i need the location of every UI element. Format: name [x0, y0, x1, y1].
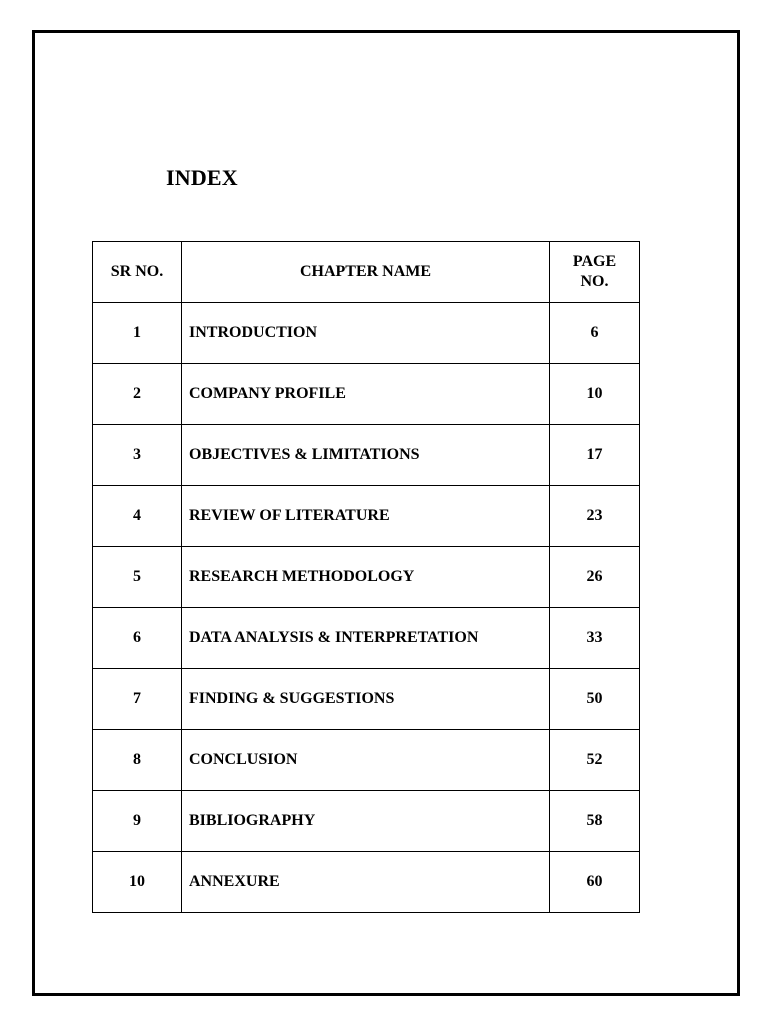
row-chapter-name: OBJECTIVES & LIMITATIONS [182, 425, 550, 486]
table-row [93, 730, 640, 791]
row-sr-no: 7 [93, 669, 182, 730]
table-row [93, 791, 640, 852]
table-row [93, 852, 640, 913]
row-page-no: 60 [550, 852, 640, 913]
row-chapter-name: ANNEXURE [182, 852, 550, 913]
row-sr-no: 9 [93, 791, 182, 852]
row-chapter-name: RESEARCH METHODOLOGY [182, 547, 550, 608]
table-row [93, 486, 640, 547]
table-row [93, 303, 640, 364]
row-page-no: 23 [550, 486, 640, 547]
row-chapter-name: CONCLUSION [182, 730, 550, 791]
table-row [93, 364, 640, 425]
row-page-no: 52 [550, 730, 640, 791]
table-row [93, 608, 640, 669]
row-page-no: 26 [550, 547, 640, 608]
row-sr-no: 6 [93, 608, 182, 669]
table-row [93, 669, 640, 730]
row-page-no: 50 [550, 669, 640, 730]
table-header-row [93, 242, 640, 303]
row-page-no: 17 [550, 425, 640, 486]
row-page-no: 58 [550, 791, 640, 852]
page-title: INDEX [166, 165, 238, 190]
header-sr-no: SR NO. [93, 242, 182, 303]
table-row [93, 425, 640, 486]
row-chapter-name: INTRODUCTION [182, 303, 550, 364]
row-page-no: 33 [550, 608, 640, 669]
row-sr-no: 2 [93, 364, 182, 425]
index-table [92, 241, 640, 913]
header-page-no [550, 242, 640, 303]
row-sr-no: 4 [93, 486, 182, 547]
row-page-no: 6 [550, 303, 640, 364]
table-row [93, 547, 640, 608]
row-chapter-name: FINDING & SUGGESTIONS [182, 669, 550, 730]
row-sr-no: 3 [93, 425, 182, 486]
row-chapter-name: REVIEW OF LITERATURE [182, 486, 550, 547]
row-chapter-name: BIBLIOGRAPHY [182, 791, 550, 852]
row-chapter-name: DATA ANALYSIS & INTERPRETATION [182, 608, 550, 669]
row-sr-no: 8 [93, 730, 182, 791]
header-chapter-name: CHAPTER NAME [182, 242, 550, 303]
header-page-no-line2: NO. [580, 273, 609, 290]
row-sr-no: 5 [93, 547, 182, 608]
row-chapter-name: COMPANY PROFILE [182, 364, 550, 425]
row-sr-no: 1 [93, 303, 182, 364]
row-sr-no: 10 [93, 852, 182, 913]
header-page-no-line1: PAGE [572, 253, 617, 270]
row-page-no: 10 [550, 364, 640, 425]
